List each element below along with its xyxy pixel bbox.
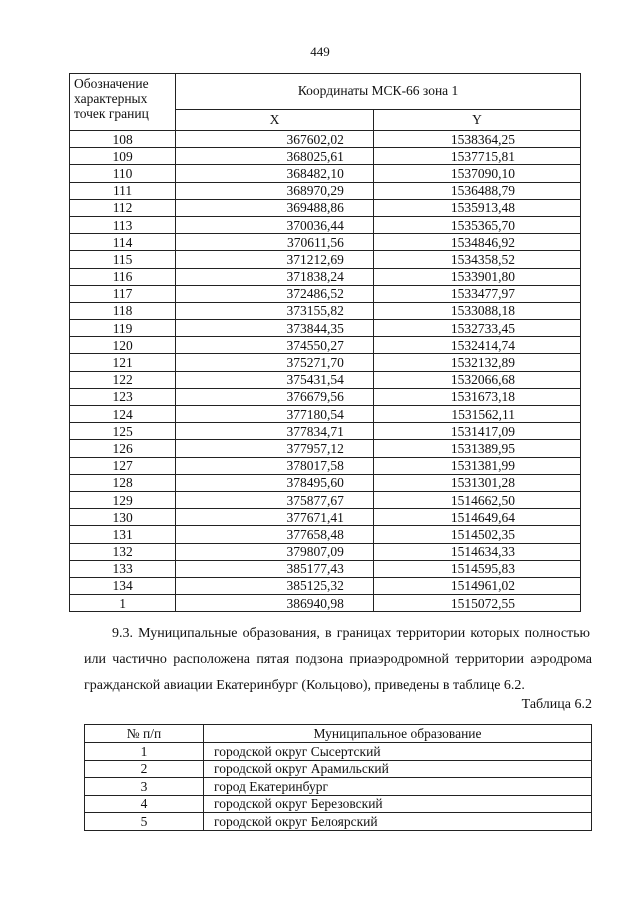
y-coordinate-cell: 1532132,89 [373,354,580,371]
table-row [85,813,592,831]
x-coordinate-cell: 377671,41 [176,509,374,526]
table-row [85,778,592,796]
municipalities-table [84,724,592,831]
municipality-column-header: Муниципальное образование [204,725,592,743]
table-row [70,165,581,182]
x-coordinate-cell: 371838,24 [176,268,374,285]
table-row [70,474,581,491]
y-coordinate-cell: 1532414,74 [373,337,580,354]
table-row [70,320,581,337]
municipality-name-cell: городской округ Белоярский [204,813,592,831]
paragraph-line-3 [84,673,592,699]
x-coordinate-cell: 369488,86 [176,199,374,216]
paragraph-text: или частично расположена пятая подзона приаэродромной территории аэродрома [84,652,592,667]
x-coordinate-cell: 377957,12 [176,440,374,457]
y-coordinate-cell: 1531381,99 [373,457,580,474]
point-number-cell: 1 [70,595,176,612]
y-column-header: Y [373,109,580,130]
y-coordinate-cell: 1531417,09 [373,423,580,440]
y-coordinate-cell: 1514662,50 [373,491,580,508]
y-coordinate-cell: 1531562,11 [373,406,580,423]
table-row [85,743,592,761]
point-number-cell: 115 [70,251,176,268]
municipality-name-cell: городской округ Сысертский [204,743,592,761]
point-number-cell: 134 [70,577,176,594]
table-row [85,760,592,778]
row-number-cell: 4 [85,795,204,813]
x-coordinate-cell: 378017,58 [176,457,374,474]
y-coordinate-cell: 1531673,18 [373,388,580,405]
y-coordinate-cell: 1533477,97 [373,285,580,302]
point-number-cell: 119 [70,320,176,337]
table-row [70,302,581,319]
x-coordinate-cell: 373155,82 [176,302,374,319]
table-row [70,371,581,388]
y-coordinate-cell: 1514502,35 [373,526,580,543]
x-coordinate-cell: 379807,09 [176,543,374,560]
y-coordinate-cell: 1534358,52 [373,251,580,268]
paragraph-line-2 [84,647,592,673]
paragraph-line-1 [112,621,590,647]
table-row [70,182,581,199]
x-coordinate-cell: 370036,44 [176,216,374,233]
x-coordinate-cell: 376679,56 [176,388,374,405]
x-coordinate-cell: 368482,10 [176,165,374,182]
table-row [70,131,581,148]
row-number-cell: 3 [85,778,204,796]
point-number-cell: 108 [70,131,176,148]
x-coordinate-cell: 368025,61 [176,148,374,165]
point-number-cell: 113 [70,216,176,233]
y-coordinate-cell: 1531301,28 [373,474,580,491]
point-number-cell: 121 [70,354,176,371]
x-coordinate-cell: 377658,48 [176,526,374,543]
table-row [70,595,581,612]
point-number-cell: 130 [70,509,176,526]
point-number-cell: 122 [70,371,176,388]
point-designation-header: Обозначение характерных точек границ [70,74,176,131]
point-number-cell: 128 [70,474,176,491]
paragraph-text: 9.3. Муниципальные образования, в границах территории которых полностью [112,626,590,641]
x-coordinate-cell: 375271,70 [176,354,374,371]
x-coordinate-cell: 385125,32 [176,577,374,594]
x-coordinate-cell: 371212,69 [176,251,374,268]
table-row [70,251,581,268]
y-coordinate-cell: 1534846,92 [373,234,580,251]
y-coordinate-cell: 1532066,68 [373,371,580,388]
y-coordinate-cell: 1535365,70 [373,216,580,233]
x-coordinate-cell: 367602,02 [176,131,374,148]
point-number-cell: 124 [70,406,176,423]
municipalities-table-body [85,743,592,831]
table-row [70,509,581,526]
x-coordinate-cell: 370611,56 [176,234,374,251]
y-coordinate-cell: 1537715,81 [373,148,580,165]
table-row [70,216,581,233]
table-row [70,268,581,285]
y-coordinate-cell: 1532733,45 [373,320,580,337]
x-coordinate-cell: 385177,43 [176,560,374,577]
x-coordinate-cell: 378495,60 [176,474,374,491]
point-number-cell: 120 [70,337,176,354]
table-row [70,285,581,302]
point-number-cell: 110 [70,165,176,182]
row-number-cell: 1 [85,743,204,761]
coordinates-table [69,73,581,612]
y-coordinate-cell: 1533088,18 [373,302,580,319]
point-number-cell: 133 [70,560,176,577]
coordinates-table-body [70,131,581,612]
table-row [70,337,581,354]
row-number-cell: 2 [85,760,204,778]
table-caption: Таблица 6.2 [521,697,592,712]
table-row [70,199,581,216]
point-number-cell: 109 [70,148,176,165]
point-number-cell: 126 [70,440,176,457]
point-number-cell: 112 [70,199,176,216]
table-row [70,577,581,594]
point-number-cell: 127 [70,457,176,474]
x-coordinate-cell: 374550,27 [176,337,374,354]
point-number-cell: 111 [70,182,176,199]
y-coordinate-cell: 1538364,25 [373,131,580,148]
x-coordinate-cell: 377834,71 [176,423,374,440]
table-row [70,148,581,165]
y-coordinate-cell: 1531389,95 [373,440,580,457]
y-coordinate-cell: 1514961,02 [373,577,580,594]
point-number-cell: 118 [70,302,176,319]
y-coordinate-cell: 1535913,48 [373,199,580,216]
table-row [70,423,581,440]
paragraph-text: гражданской авиации Екатеринбург (Кольцово), приведены в таблице 6.2. [84,678,525,693]
point-number-cell: 131 [70,526,176,543]
point-number-cell: 117 [70,285,176,302]
x-coordinate-cell: 375877,67 [176,491,374,508]
table-row [70,526,581,543]
table-row [85,795,592,813]
table-row [70,234,581,251]
y-coordinate-cell: 1533901,80 [373,268,580,285]
coordinates-system-header: Координаты МСК-66 зона 1 [176,74,581,110]
y-coordinate-cell: 1514634,33 [373,543,580,560]
table-row [70,543,581,560]
table-row [70,354,581,371]
municipality-name-cell: городской округ Березовский [204,795,592,813]
municipality-name-cell: город Екатеринбург [204,778,592,796]
municipality-name-cell: городской округ Арамильский [204,760,592,778]
point-number-cell: 114 [70,234,176,251]
row-number-cell: 5 [85,813,204,831]
point-number-cell: 129 [70,491,176,508]
x-column-header: X [176,109,374,130]
point-number-cell: 132 [70,543,176,560]
table-row [70,560,581,577]
table-row [70,406,581,423]
y-coordinate-cell: 1536488,79 [373,182,580,199]
number-column-header: № п/п [85,725,204,743]
x-coordinate-cell: 372486,52 [176,285,374,302]
y-coordinate-cell: 1514595,83 [373,560,580,577]
table-row [70,388,581,405]
y-coordinate-cell: 1515072,55 [373,595,580,612]
point-number-cell: 125 [70,423,176,440]
x-coordinate-cell: 368970,29 [176,182,374,199]
x-coordinate-cell: 375431,54 [176,371,374,388]
table-row [70,440,581,457]
x-coordinate-cell: 373844,35 [176,320,374,337]
table-row [70,491,581,508]
table-row [70,457,581,474]
x-coordinate-cell: 377180,54 [176,406,374,423]
point-number-cell: 116 [70,268,176,285]
y-coordinate-cell: 1514649,64 [373,509,580,526]
y-coordinate-cell: 1537090,10 [373,165,580,182]
page-number: 449 [310,44,330,59]
x-coordinate-cell: 386940,98 [176,595,374,612]
point-number-cell: 123 [70,388,176,405]
